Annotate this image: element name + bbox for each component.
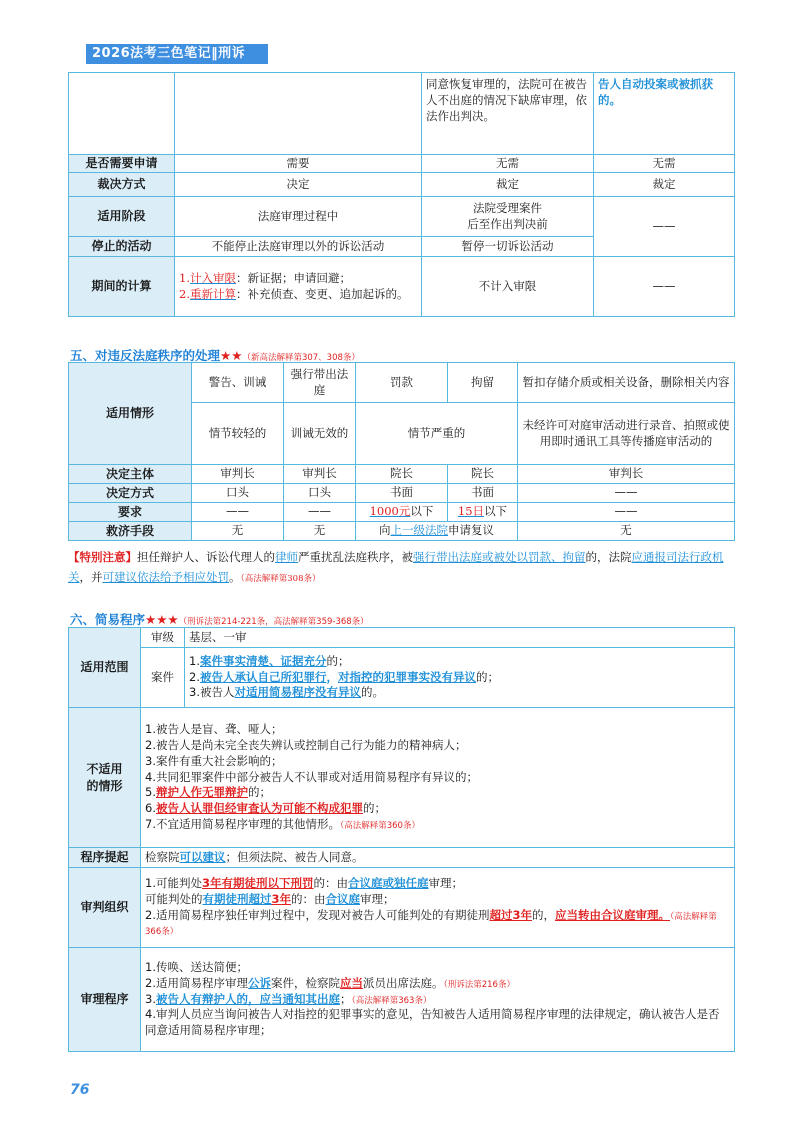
list-item [145,992,730,1008]
cell-value: —— [284,503,356,522]
list-item [145,892,730,908]
key-term: 可以建议 [179,849,226,864]
key-term: 计入审限 [189,270,236,285]
list-item [145,785,730,801]
cell-value: 未经许可对庭审活动进行录音、拍照或使用即时通讯工具等传播庭审活动的 [518,403,735,465]
summary-procedure-table [68,627,735,1052]
cell-line: 法院受理案件 [473,200,542,215]
key-term: 应通报司法行政机关 [68,550,724,584]
cell-value: 书面 [448,484,518,503]
key-term: 应当 [339,975,363,990]
cell-text: ：补充侦查、变更、追加起诉的。 [235,286,409,301]
page-number: 76 [70,1082,90,1098]
cell-value [175,257,422,317]
list-number: 6. [145,801,156,816]
list-item [189,685,730,701]
cell-value [185,648,735,708]
key-term: 超过3年 [489,907,532,922]
cell-value: —— [594,257,735,317]
measure-fine: 罚款 [356,363,448,403]
cell-text: 的； [247,785,271,800]
cell-value: —— [192,503,284,522]
list-item [145,817,730,833]
key-term: 对适用简易程序没有异议 [234,685,361,700]
key-term: 案件事实清楚、证据充分 [199,653,327,668]
cell-value: 院长 [448,465,518,484]
row-label: 停止的活动 [69,237,175,257]
section-heading [70,610,369,628]
note-text: 严重扰乱法庭秩序，被 [298,550,413,564]
key-term: 律师 [275,550,298,564]
key-term: 强行带出法庭或被处以罚款、拘留 [413,550,586,564]
cell-value [448,503,518,522]
row-label: 裁决方式 [69,173,175,197]
row-label: 适用范围 [69,628,141,708]
cell-text: 以下 [484,504,508,519]
row-label: 程序提起 [69,848,141,868]
cell-value [141,868,735,948]
cell-line: 后至作出判决前 [467,216,548,231]
special-attention-note [68,547,732,589]
cell-text: 2.适用简易程序独任审判过程中，发现对被告人可能判处的有期徒刑 [145,907,490,922]
cell-value: 口头 [284,484,356,503]
cell-text: 向 [379,523,391,538]
list-number: 1. [189,653,200,668]
cell-value: 无需 [422,155,594,173]
key-term: 对指控的犯罪事实没有异议 [337,669,476,684]
cell-value: 情节严重的 [356,403,518,465]
cell-value: 不能停止法庭审理以外的诉讼活动 [175,237,422,257]
key-term: 应当转由合议庭审理。 [554,907,670,922]
cell-value: —— [518,503,735,522]
key-term: 合议庭或独任庭 [348,875,429,890]
row-label: 期间的计算 [69,257,175,317]
legal-reference: （高法解释第308条） [240,574,321,584]
measure-remove: 强行带出法庭 [284,363,356,403]
cell-value: 裁定 [422,173,594,197]
attention-tag: 【特别注意】 [68,550,137,564]
row-label: 适用情形 [69,363,192,465]
cell-text [594,73,735,155]
section-title: 六、简易程序 [70,612,146,627]
cell-text: 的：由 [291,891,326,906]
cell-text: 派员出席法庭。 [362,975,444,990]
cell-value [141,708,735,848]
cell-value: 训诫无效的 [284,403,356,465]
list-item [145,976,730,992]
cell-line [179,271,417,287]
list-item [145,908,730,940]
row-label: 决定方式 [69,484,192,503]
star-rating: ★★★ [145,612,179,627]
cell-value [356,503,448,522]
cell-text: 的， [531,907,555,922]
list-item: 1.被告人是盲、聋、哑人； [145,721,283,736]
cell-value: 决定 [175,173,422,197]
note-text: 的，法院 [585,550,632,564]
list-number: 2. [179,286,190,301]
star-rating: ★★ [220,348,243,363]
list-item: 3.案件有重大社会影响的； [145,753,283,768]
list-item: 4.共同犯罪案件中部分被告人不认罪或对适用简易程序有异议的； [145,769,478,784]
cell-empty [69,73,175,155]
cell-text: 的； [362,801,386,816]
cell-text: 的； [475,669,499,684]
key-term: 辩护人作无罪辩护 [155,785,248,800]
key-term: 3年 [271,891,292,906]
cell-text: 以下 [410,504,434,519]
highlight-text: 告人自动投案或被抓获的。 [598,77,713,107]
list-item: 1.传唤、送达简便； [145,959,248,974]
list-item: 4.审判人员应当询问被告人对指控的犯罪事实的意见，告知被告人适用简易程序审理的法律规定，确认被告人是否同意适用简易程序审理； [145,1007,720,1038]
cell-text: 审理； [428,875,463,890]
row-label: 救济手段 [69,522,192,541]
cell-text: 申请复议 [448,523,494,538]
header-banner [86,44,268,64]
cell-text: 的：由 [313,875,348,890]
cell-value: 裁定 [594,173,735,197]
cell-value: 审判长 [192,465,284,484]
key-term: 可建议依法给予相应处罚 [102,570,229,584]
note-text: ，并 [79,570,103,584]
cell-value: 情节较轻的 [192,403,284,465]
measure-warning: 警告、训诫 [192,363,284,403]
header-title: 2026法考三色笔记‖刑诉 [92,46,246,61]
legal-reference: （刑诉法第214-221条，高法解释第359-368条） [178,617,369,627]
cell-text: 可能判处的 [145,891,203,906]
cell-text: 案件，检察院 [270,975,340,990]
cell-text: 审理； [360,891,395,906]
row-label: 审理程序 [69,948,141,1052]
cell-value: 无 [192,522,284,541]
cell-value: 无 [284,522,356,541]
cell-text: 检察院 [145,849,180,864]
legal-reference: （高法解释第363条） [351,995,432,1006]
cell-value: 书面 [356,484,448,503]
list-item [189,670,730,686]
row-label: 是否需要申请 [69,155,175,173]
cell-value: 法庭审理过程中 [175,197,422,237]
cell-value: —— [594,197,735,257]
cell-line [179,287,417,303]
cell-value [141,948,735,1052]
row-label: 适用阶段 [69,197,175,237]
list-number: 1. [179,270,190,285]
cell-text: 3.被告人 [189,685,235,700]
key-term: 被告人承认自己所犯罪行 [199,669,327,684]
cell-text: 2.适用简易程序审理 [145,975,248,990]
key-term: 有期徒刑超过 [202,891,272,906]
cell-empty [175,73,422,155]
list-number: 3. [145,991,156,1006]
cell-text: ； [339,991,352,1006]
key-term: 1000元 [369,504,411,519]
cell-text: ；但须法院、被告人同意。 [225,849,364,864]
cell-value [141,848,735,868]
row-label: 要求 [69,503,192,522]
legal-reference: （高法解释第360条） [339,821,420,832]
list-item: 2.被告人是尚未完全丧失辨认或控制自己行为能力的精神病人； [145,737,467,752]
sub-label: 案件 [141,648,185,708]
row-label [69,708,141,848]
measure-detention: 拘留 [448,363,518,403]
legal-reference: （刑诉法第216条） [443,979,515,990]
cell-value: 口头 [192,484,284,503]
cell-value: 审判长 [518,465,735,484]
comparison-table [68,72,735,317]
cell-value: 无 [518,522,735,541]
cell-value [422,197,594,237]
cell-value: 审判长 [284,465,356,484]
row-label: 决定主体 [69,465,192,484]
sub-label: 审级 [141,628,185,648]
key-term: 合议庭 [325,891,361,906]
cell-value: 暂停一切诉讼活动 [422,237,594,257]
note-text: 。 [229,570,241,584]
key-term: 被告人认罪但经审查认为可能不构成犯罪 [155,801,363,816]
key-term: 被告人有辩护人的，应当通知其出庭 [155,991,340,1006]
cell-text: ， [326,669,338,684]
key-term: 公诉 [247,975,271,990]
list-number: 5. [145,785,156,800]
legal-reference: （新高法解释第307、308条） [242,353,360,363]
cell-value: —— [518,484,735,503]
label-text: 不适用的情形 [86,761,123,793]
cell-text: ：新证据；申请回避； [235,270,351,285]
key-term: 重新计算 [189,286,236,301]
section-title: 五、对违反法庭秩序的处理 [70,348,221,363]
cell-text: 的。 [360,685,384,700]
cell-value: 基层、一审 [185,628,735,648]
cell-text: 同意恢复审理的，法院可在被告人不出庭的情况下缺席审理，依法作出判决。 [422,73,594,155]
key-term: 15日 [457,504,485,519]
cell-value: 无需 [594,155,735,173]
row-label: 审判组织 [69,868,141,948]
list-item [145,876,730,892]
legal-reference: （高法解释第366条） [145,911,717,938]
list-number: 2. [189,669,200,684]
list-item [189,654,730,670]
cell-text: 1.可能判处 [145,875,202,890]
cell-text: 的； [326,653,350,668]
cell-text: 7.不宜适用简易程序审理的其他情形。 [145,817,340,832]
cell-value: 不计入审限 [422,257,594,317]
key-term: 上一级法院 [390,523,448,538]
note-text: 担任辩护人、诉讼代理人的 [137,550,275,564]
court-order-table [68,362,735,541]
measure-confiscate: 暂扣存储介质或相关设备，删除相关内容 [518,363,735,403]
list-item [145,801,730,817]
key-term: 3年有期徒刑以下刑罚 [201,875,314,890]
cell-value: 需要 [175,155,422,173]
cell-value [356,522,518,541]
cell-value: 院长 [356,465,448,484]
